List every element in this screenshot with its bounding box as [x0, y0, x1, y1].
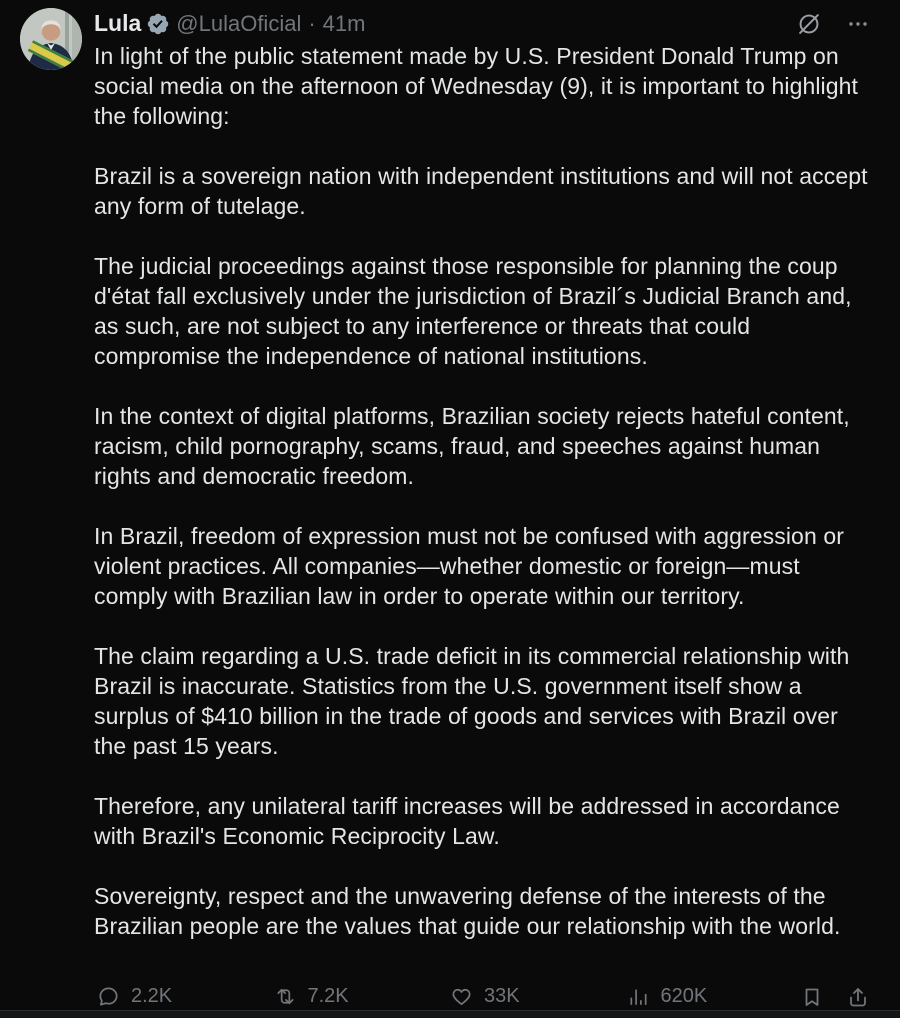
paragraph: The claim regarding a U.S. trade deficit in its commercial relationship with Brazil is inaccurate. Statistics from the U.S. government itself show a surplus of $410 billion in the trade of goods and services with Brazil over the past 15 years.	[94, 643, 850, 759]
avatar-image	[20, 8, 82, 70]
reply-icon	[97, 985, 120, 1008]
views-count: 620K	[660, 985, 708, 1007]
verified-badge-icon	[146, 12, 170, 36]
paragraph: Brazil is a sovereign nation with independent institutions and will not accept any form of tutelage.	[94, 163, 868, 219]
header-actions	[796, 11, 870, 37]
paragraph: In the context of digital platforms, Brazilian society rejects hateful content, racism, child pornography, scams, fraud, and speeches against human rights and democratic freedom.	[94, 403, 850, 489]
reply-count: 2.2K	[131, 985, 173, 1007]
views-button[interactable]	[624, 985, 801, 1008]
tweet-body	[94, 41, 870, 971]
timestamp[interactable]: 41m	[322, 10, 366, 36]
tweet-content	[94, 8, 870, 1010]
views-chart-icon	[627, 985, 650, 1008]
like-heart-icon	[450, 985, 473, 1008]
separator-dot: ·	[308, 10, 316, 36]
grok-button-icon[interactable]	[796, 11, 822, 37]
reply-button[interactable]	[94, 985, 271, 1008]
more-options-icon[interactable]	[846, 12, 870, 36]
avatar[interactable]	[20, 8, 82, 70]
like-button[interactable]	[447, 985, 624, 1008]
next-post-divider	[0, 1010, 900, 1018]
tweet-header	[94, 10, 870, 37]
author-handle[interactable]: @LulaOficial	[176, 10, 302, 36]
avatar-column	[20, 8, 94, 1010]
repost-icon	[274, 985, 297, 1008]
paragraph: In Brazil, freedom of expression must not be confused with aggression or violent practices. All companies—whether domestic or foreign—must comply with Brazilian law in order to operate within our territory.	[94, 523, 844, 609]
repost-count: 7.2K	[307, 985, 349, 1007]
like-count: 33K	[484, 985, 520, 1007]
bookmark-icon[interactable]	[800, 985, 824, 1009]
repost-button[interactable]	[271, 985, 448, 1008]
author-name[interactable]: Lula	[94, 10, 142, 36]
paragraph: Therefore, any unilateral tariff increases will be addressed in accordance with Brazil's Economic Reciprocity Law.	[94, 793, 840, 849]
share-icon[interactable]	[846, 985, 870, 1009]
action-bar	[94, 983, 870, 1010]
paragraph: In light of the public statement made by U.S. President Donald Trump on social media on the afternoon of Wednesday (9), it is important to highlight the following:	[94, 43, 859, 129]
paragraph: The judicial proceedings against those responsible for planning the coup d'état fall exclusively under the jurisdiction of Brazil´s Judicial Branch and, as such, are not subject to any interference or threats that could compromise the independence of national institutions.	[94, 253, 852, 369]
utility-actions	[800, 985, 870, 1009]
paragraph: Sovereignty, respect and the unwavering defense of the interests of the Brazilian people are the values that guide our relationship with the world.	[94, 883, 841, 939]
